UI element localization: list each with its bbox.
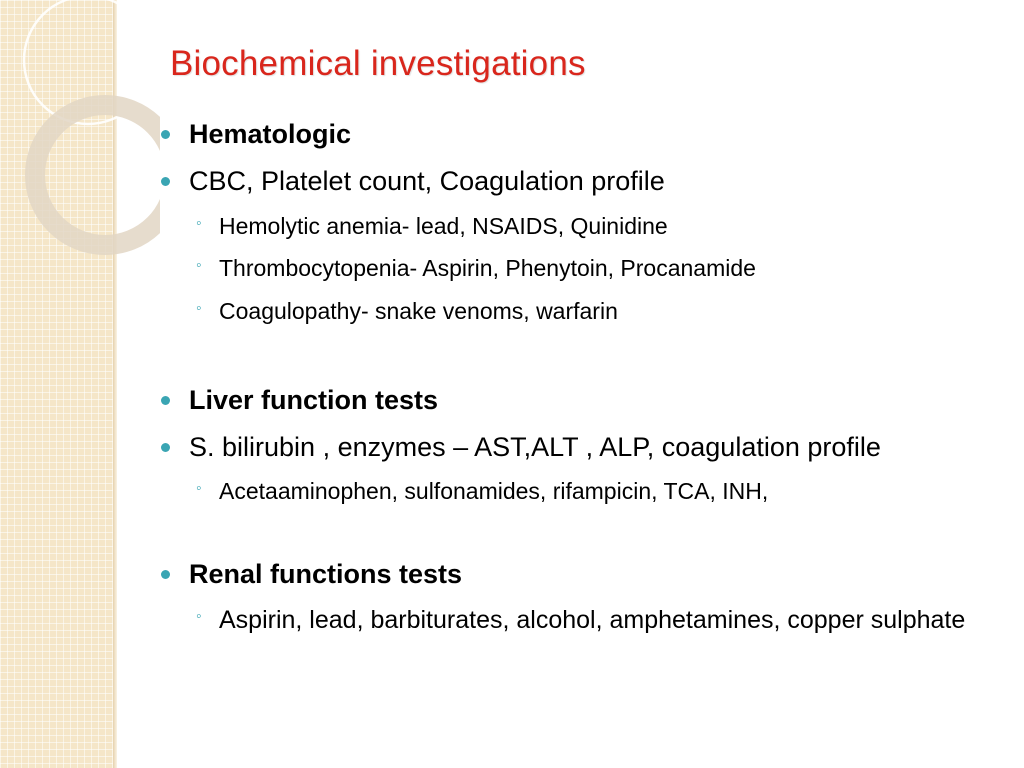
bullet-text: CBC, Platelet count, Coagulation profile — [189, 165, 665, 196]
round-bullet-icon — [161, 443, 170, 452]
sub-bullet-item — [160, 212, 1010, 241]
sub-bullet-text: Acetaaminophen, sulfonamides, rifampicin, TCA, INH, — [219, 478, 769, 505]
round-bullet-icon — [161, 177, 170, 186]
decorative-rings-graphic — [0, 0, 160, 300]
hollow-circle-bullet-icon: ◦ — [196, 214, 202, 232]
sub-bullet-text: Aspirin, lead, barbiturates, alcohol, amphetamines, copper sulphate — [219, 605, 966, 634]
bullet-heading-renal-function — [160, 558, 1010, 592]
sub-bullet-item — [160, 297, 1010, 326]
sub-bullet-text: Coagulopathy- snake venoms, warfarin — [219, 298, 618, 324]
bullet-heading-liver-function — [160, 384, 1010, 418]
bullet-heading-hematologic — [160, 118, 1010, 152]
round-bullet-icon — [161, 570, 170, 579]
hollow-circle-bullet-icon: ◦ — [196, 480, 202, 498]
bullet-text: Liver function tests — [189, 384, 439, 415]
hollow-circle-bullet-icon: ◦ — [196, 300, 202, 317]
slide-title: Biochemical investigations — [170, 44, 586, 83]
bullet-item — [160, 431, 1010, 465]
hollow-circle-bullet-icon: ◦ — [196, 257, 202, 275]
bullet-content — [160, 118, 1010, 650]
bullet-item — [160, 165, 1010, 199]
bullet-text: Hematologic — [189, 119, 352, 149]
sub-bullet-text: Thrombocytopenia- Aspirin, Phenytoin, Procanamide — [219, 255, 756, 282]
section-spacer — [160, 520, 1010, 558]
sub-bullet-item — [160, 477, 1010, 506]
section-spacer — [160, 340, 1010, 384]
hollow-circle-bullet-icon: ◦ — [196, 607, 202, 625]
sub-bullet-item — [160, 254, 1010, 283]
bullet-text: Renal functions tests — [189, 559, 463, 589]
bullet-text: S. bilirubin , enzymes – AST,ALT , ALP, coagulation profile — [189, 431, 881, 462]
round-bullet-icon — [161, 396, 170, 405]
sub-bullet-item — [160, 605, 1010, 636]
round-bullet-icon — [161, 130, 170, 139]
sub-bullet-text: Hemolytic anemia- lead, NSAIDS, Quinidine — [219, 212, 668, 239]
